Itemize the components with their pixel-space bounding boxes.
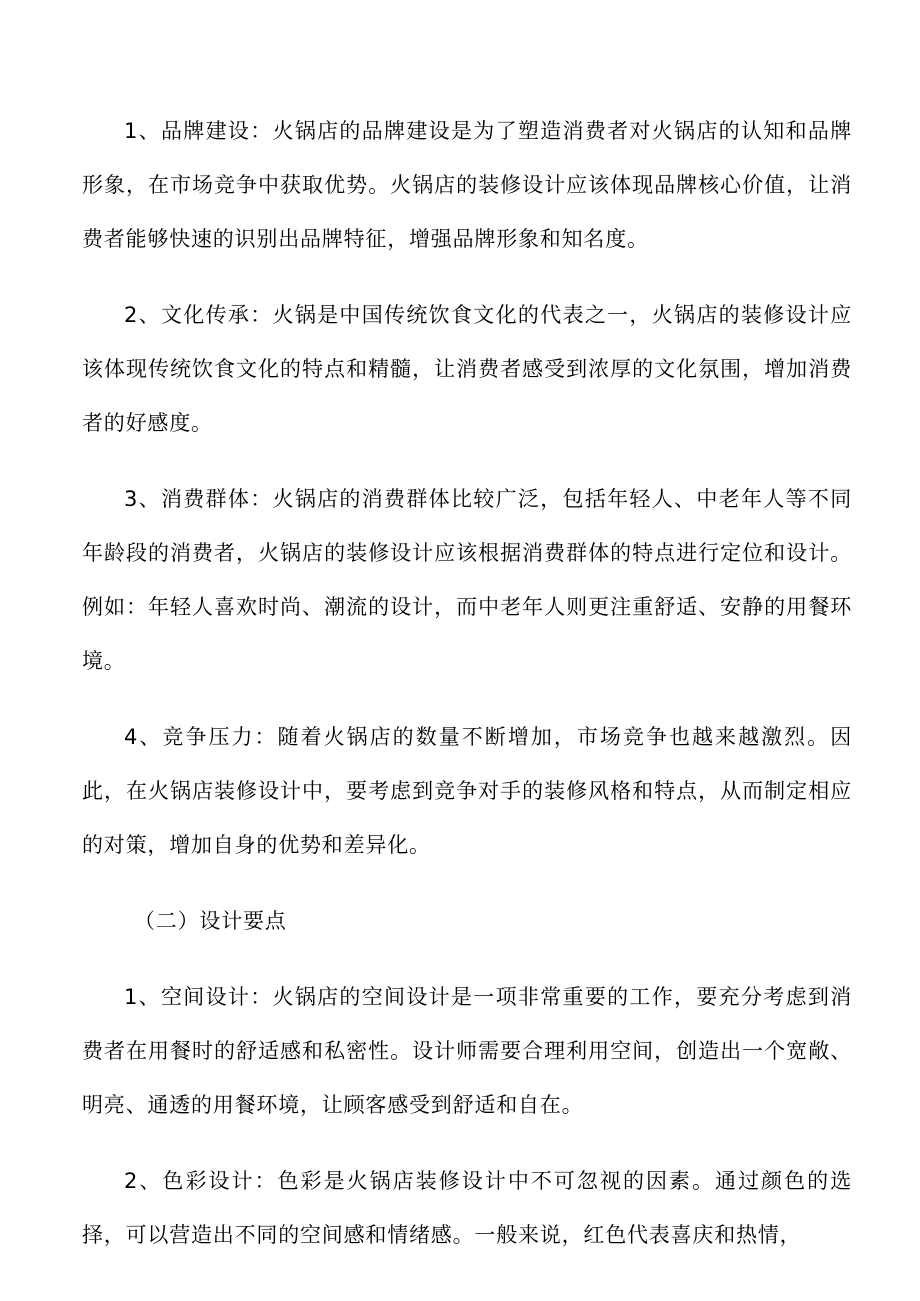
paragraph-consumer-groups: 3、消费群体：火锅店的消费群体比较广泛，包括年轻人、中老年人等不同年龄段的消费者，火锅店的装修设计应该根据消费群体的特点进行定位和设计。例如：年轻人喜欢时尚、潮流的设计，而中老年人则更注重舒适、安静的用餐环境。	[82, 487, 852, 673]
paragraph-color-design: 2、色彩设计：色彩是火锅店装修设计中不可忽视的因素。通过颜色的选择，可以营造出不同的空间感和情绪感。一般来说，红色代表喜庆和热情，	[82, 1169, 852, 1247]
paragraph-competition-pressure: 4、竞争压力：随着火锅店的数量不断增加，市场竞争也越来越激烈。因此，在火锅店装修设计中，要考虑到竞争对手的装修风格和特点，从而制定相应的对策，增加自身的优势和差异化。	[82, 725, 852, 857]
paragraph-cultural-heritage: 2、文化传承：火锅是中国传统饮食文化的代表之一，火锅店的装修设计应该体现传统饮食文化的特点和精髓，让消费者感受到浓厚的文化氛围，增加消费者的好感度。	[82, 303, 852, 435]
section-heading-design-points: （二）设计要点	[134, 909, 287, 933]
paragraph-space-design: 1、空间设计：火锅店的空间设计是一项非常重要的工作，要充分考虑到消费者在用餐时的舒适感和私密性。设计师需要合理利用空间，创造出一个宽敞、明亮、通透的用餐环境，让顾客感受到舒适和自在。	[82, 985, 852, 1117]
document-page	[82, 104, 852, 1284]
paragraph-brand-building: 1、品牌建设：火锅店的品牌建设是为了塑造消费者对火锅店的认知和品牌形象，在市场竞争中获取优势。火锅店的装修设计应该体现品牌核心价值，让消费者能够快速的识别出品牌特征，增强品牌形象和知名度。	[82, 119, 852, 251]
